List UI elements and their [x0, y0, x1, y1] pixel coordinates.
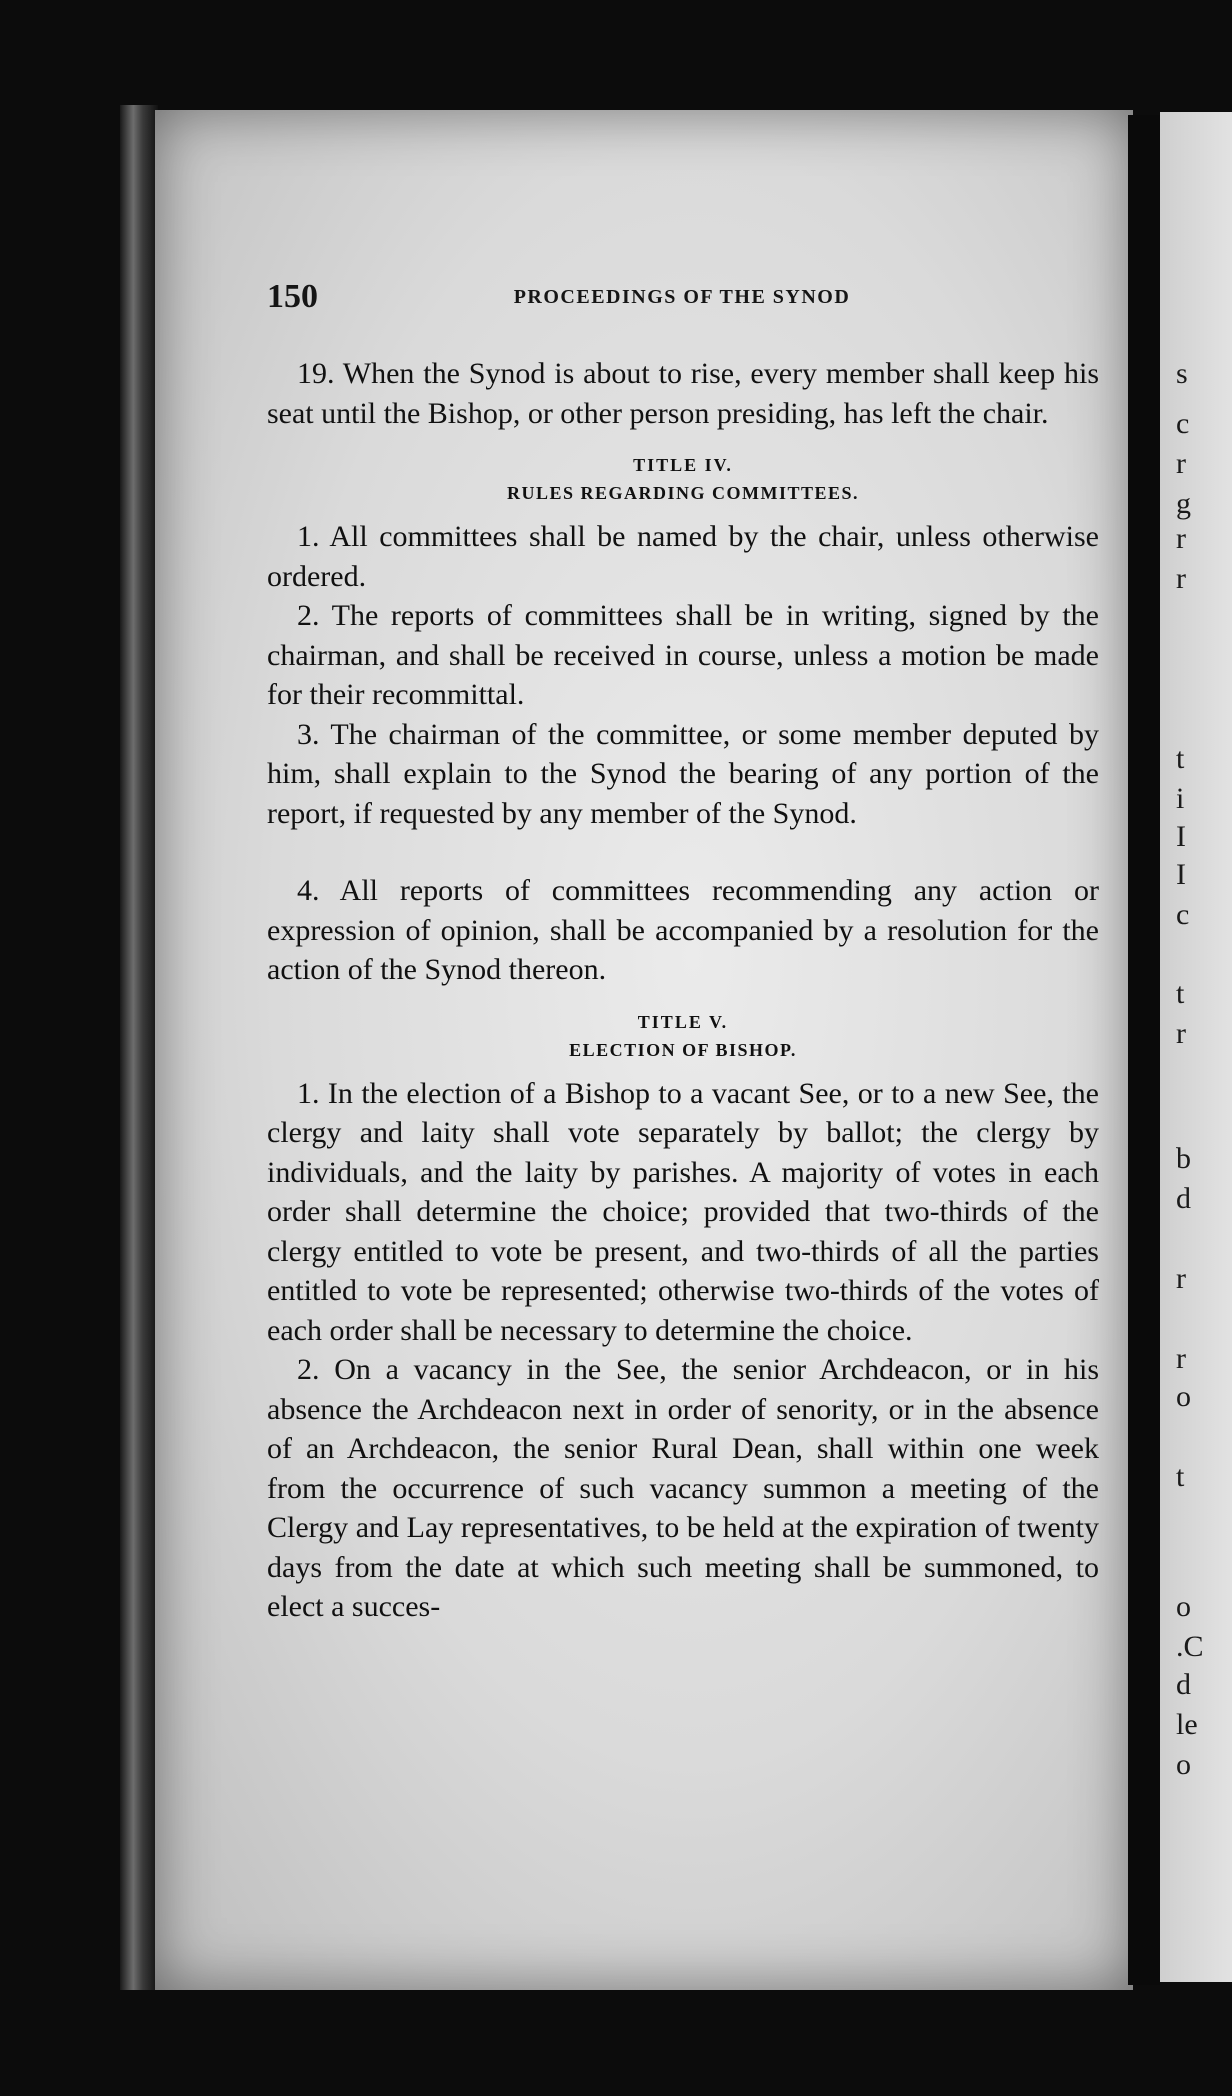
election-rule-2: 2. On a vacancy in the See, the senior Archdeacon, or in his absence the Archdeacon next in order of senority, or in the absence of an Archdeacon, the senior Rural Dean, shall within one week from the occurrence of such vacancy summon a meeting of the Clergy and Lay representatives, to be held at the expiration of twenty days from the date at which such meeting shall be summoned, to elect a succes-: [267, 1353, 1099, 1623]
facing-fragment: o: [1176, 1380, 1191, 1413]
facing-fragment: I: [1176, 820, 1186, 853]
committees-rule-4: 4. All reports of committees recommending any action or expression of opinion, shall be accompanied by a resolution for the action of the Synod thereon.: [267, 874, 1099, 986]
facing-fragment: d: [1176, 1668, 1191, 1701]
facing-page-edge: [1160, 112, 1232, 1982]
facing-fragment: le: [1176, 1708, 1198, 1741]
election-rule-1: 1. In the election of a Bishop to a vacant See, or to a new See, the clergy and laity shall vote separately by ballot; the clergy by individuals, and the laity by parishes. A majority of votes in each order shall determine the choice; provided that two-thirds of the clergy entitled to vote be present, and two-thirds of all the parties entitled to vote be represented; otherwise two-thirds of the votes of each order shall be necessary to determine the choice.: [267, 1076, 1099, 1347]
facing-fragment: I: [1176, 858, 1186, 891]
facing-fragment: r: [1176, 562, 1186, 595]
facing-fragment: r: [1176, 447, 1186, 480]
page-header: [267, 278, 1097, 318]
title-v-heading: ELECTION OF BISHOP.: [569, 1039, 797, 1060]
facing-fragment: d: [1176, 1182, 1191, 1215]
facing-fragment: r: [1176, 522, 1186, 555]
committees-rule-2: 2. The reports of committees shall be in writing, signed by the chairman, and shall be received in course, unless a motion be made for their recommittal.: [267, 599, 1099, 711]
facing-fragment: r: [1176, 1017, 1186, 1050]
committees-rule-1: 1. All committees shall be named by the chair, unless otherwise ordered.: [267, 520, 1099, 593]
page-body: [267, 354, 1099, 1627]
facing-fragment: i: [1176, 782, 1185, 815]
facing-fragment: t: [1176, 1460, 1185, 1493]
committees-rule-3: 3. The chairman of the committee, or some member deputed by him, shall explain to the Synod the bearing of any portion of the report, if requested by any member of the Synod.: [267, 717, 1099, 830]
facing-fragment: r: [1176, 1342, 1186, 1375]
facing-fragment: s: [1176, 357, 1188, 390]
facing-fragment: c: [1176, 898, 1190, 931]
facing-fragment: o: [1176, 1748, 1191, 1781]
facing-fragment: t: [1176, 742, 1185, 775]
facing-fragment: g: [1176, 487, 1191, 520]
facing-fragment: c: [1176, 407, 1190, 440]
title-v-label: TITLE V.: [637, 1011, 729, 1032]
facing-fragment: o: [1176, 1590, 1191, 1623]
facing-fragment: t: [1176, 977, 1185, 1010]
page-number: 150: [267, 278, 318, 315]
running-head: PROCEEDINGS OF THE SYNOD: [513, 286, 851, 308]
facing-fragment: r: [1176, 1262, 1186, 1295]
title-iv-label: TITLE IV.: [633, 455, 733, 475]
page-gutter: [1128, 115, 1160, 1985]
book-spine: [120, 105, 158, 1990]
facing-fragment: .C: [1176, 1630, 1204, 1663]
book-page: [155, 110, 1133, 1990]
title-iv-heading: RULES REGARDING COMMITTEES.: [506, 483, 860, 503]
facing-fragment: b: [1176, 1142, 1191, 1175]
rule-19-paragraph: 19. When the Synod is about to rise, every member shall keep his seat until the Bishop, or other person presiding, has left the chair.: [267, 357, 1099, 430]
